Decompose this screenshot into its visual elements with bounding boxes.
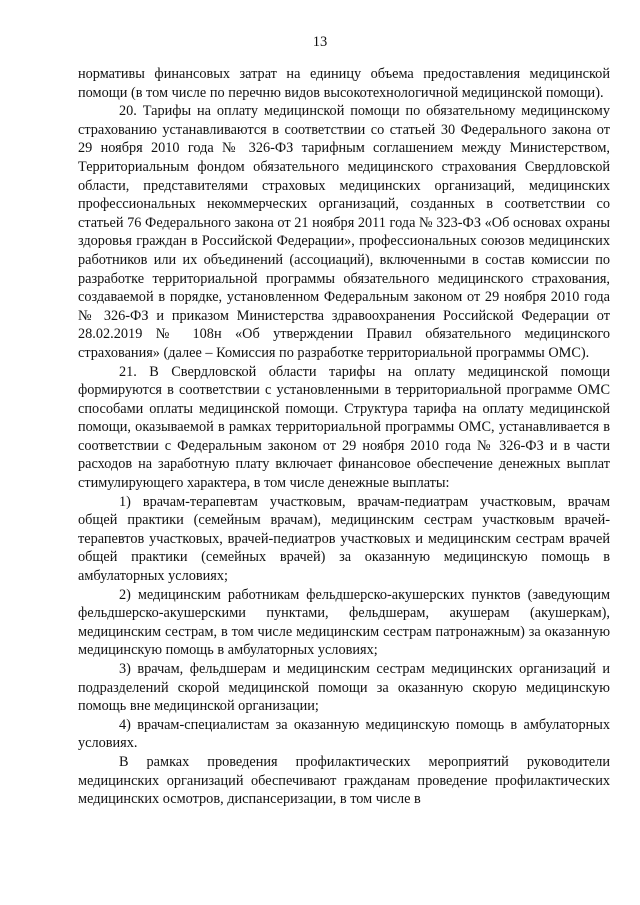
paragraph-item-20: 20. Тарифы на оплату медицинской помощи по обязательному медицинскому страхованию устанавливаются в соответствии со статьей 30 Федерального закона от 29 ноября 2010 года № 326-ФЗ тарифным соглашением между Министерством, Территориальным фондом обязательного медицинского страхования Свердловской области, представителями страховых медицинских организаций, медицинских профессиональных некоммерческих организаций, созданных в соответствии со статьей 76 Федерального закона от 21 ноября 2011 года № 323-ФЗ «Об основах охраны здоровья граждан в Российской Федерации», профессиональных союзов медицинских работников или их объединений (ассоциаций), включенными в состав комиссии по разработке территориальной программы обязательного медицинского страхования, создаваемой в порядке, установленном Федеральным законом от 29 ноября 2010 года № 326-ФЗ и приказом Министерства здравоохранения Российской Федерации от 28.02.2019 № 108н «Об утверждении Правил обязательного медицинского страхования» (далее – Комиссия по разработке территориальной программы ОМС). <box>78 103 610 361</box>
document-body <box>78 65 610 809</box>
paragraph-item-21: 21. В Свердловской области тарифы на оплату медицинской помощи формируются в соответствии с установленными в территориальной программе ОМС способами оплаты медицинской помощи. Структура тарифа на оплату медицинской помощи, оказываемой в рамках территориальной программы ОМС, устанавливается в соответствии с Федеральным законом от 29 ноября 2010 года № 326-ФЗ и в части расходов на заработную плату включает финансовое обеспечение денежных выплат стимулирующего характера, в том числе денежные выплаты: <box>78 363 610 492</box>
paragraph-continuation: нормативы финансовых затрат на единицу объема предоставления медицинской помощи (в том числе по перечню видов высокотехнологичной медицинской помощи). <box>78 66 610 101</box>
page-number: 13 <box>312 34 328 50</box>
list-item-1: 1) врачам-терапевтам участковым, врачам-педиатрам участковым, врачам общей практики (семейным врачам), медицинским сестрам участковым врачей-терапевтов участковых, врачей-педиатров участковых и медицинским сестрам врачей общей практики (семейных врачей) за оказанную медицинскую помощь в амбулаторных условиях; <box>78 493 610 585</box>
list-item-4: 4) врачам-специалистам за оказанную медицинскую помощь в амбулаторных условиях. <box>78 716 610 752</box>
list-item-3: 3) врачам, фельдшерам и медицинским сестрам медицинских организаций и подразделений скорой медицинской помощи за оказанную скорую медицинскую помощь вне медицинской организации; <box>78 661 610 715</box>
list-item-2: 2) медицинским работникам фельдшерско-акушерских пунктов (заведующим фельдшерско-акушерскими пунктами, фельдшерам, акушерам (акушеркам), медицинским сестрам, в том числе медицинским сестрам патронажным) за оказанную медицинскую помощь в амбулаторных условиях; <box>78 586 610 659</box>
paragraph-preventive-measures: В рамках проведения профилактических мероприятий руководители медицинских организаций обеспечивают гражданам проведение профилактических медицинских осмотров, диспансеризации, в том числе в <box>78 753 610 808</box>
